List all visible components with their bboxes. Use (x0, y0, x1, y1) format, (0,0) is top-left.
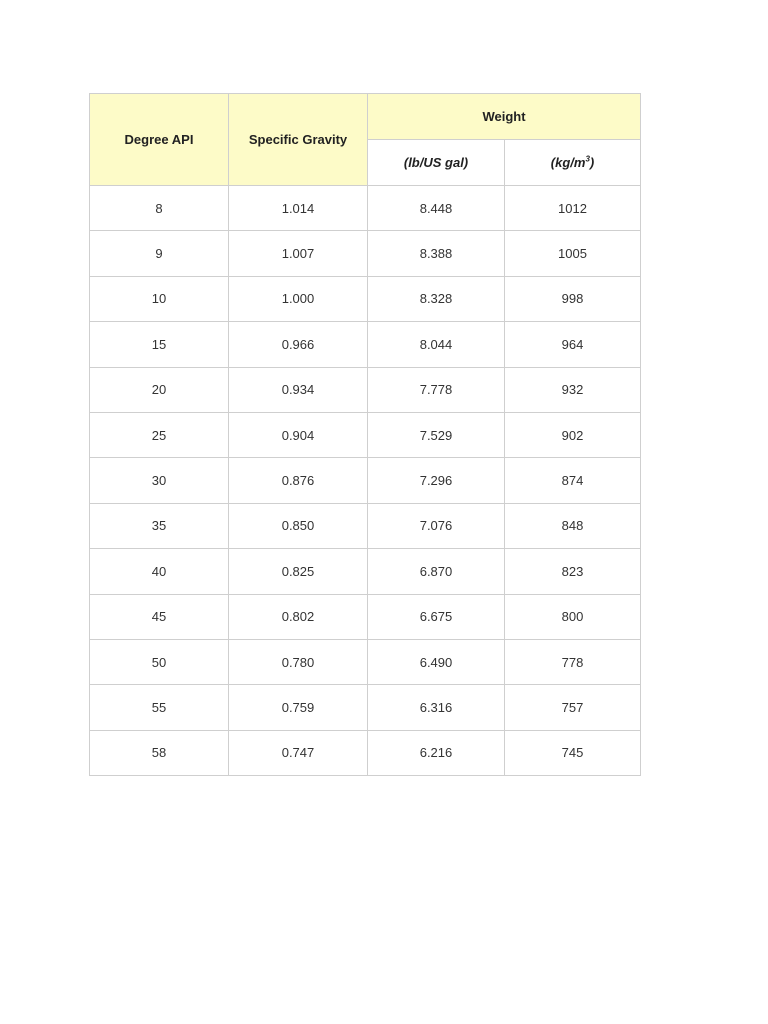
unit-kg-prefix: (kg/m (550, 155, 586, 170)
table-row (90, 367, 641, 412)
specific-gravity-cell: 0.934 (229, 367, 368, 412)
degree-api-cell: 58 (90, 730, 229, 775)
degree-api-cell: 25 (90, 412, 229, 457)
degree-api-cell: 40 (90, 549, 229, 594)
weight-lb-cell: 7.076 (368, 503, 505, 548)
specific-gravity-cell: 0.802 (229, 594, 368, 639)
table-header (90, 94, 641, 186)
table-row (90, 730, 641, 775)
weight-kg-cell: 1005 (505, 231, 641, 276)
table-row (90, 458, 641, 503)
degree-api-cell: 10 (90, 276, 229, 321)
degree-api-cell: 9 (90, 231, 229, 276)
specific-gravity-cell: 0.904 (229, 412, 368, 457)
weight-kg-cell: 902 (505, 412, 641, 457)
weight-kg-cell: 932 (505, 367, 641, 412)
degree-api-cell: 15 (90, 322, 229, 367)
weight-kg-cell: 757 (505, 685, 641, 730)
table-row (90, 186, 641, 231)
header-unit-kg-per-m3 (505, 140, 641, 186)
weight-kg-cell: 778 (505, 639, 641, 684)
weight-kg-cell: 823 (505, 549, 641, 594)
weight-lb-cell: 8.328 (368, 276, 505, 321)
table-row (90, 594, 641, 639)
header-unit-lb-per-gal: (lb/US gal) (368, 140, 505, 186)
specific-gravity-cell: 1.000 (229, 276, 368, 321)
header-degree-api: Degree API (90, 94, 229, 186)
table-row (90, 639, 641, 684)
weight-lb-cell: 7.529 (368, 412, 505, 457)
weight-lb-cell: 6.316 (368, 685, 505, 730)
weight-kg-cell: 874 (505, 458, 641, 503)
header-specific-gravity: Specific Gravity (229, 94, 368, 186)
weight-kg-cell: 800 (505, 594, 641, 639)
specific-gravity-cell: 0.780 (229, 639, 368, 684)
unit-kg-superscript: 3 (585, 154, 590, 164)
table-row (90, 322, 641, 367)
weight-lb-cell: 7.778 (368, 367, 505, 412)
table-row (90, 231, 641, 276)
weight-lb-cell: 6.216 (368, 730, 505, 775)
weight-kg-cell: 848 (505, 503, 641, 548)
specific-gravity-cell: 0.747 (229, 730, 368, 775)
weight-kg-cell: 745 (505, 730, 641, 775)
header-weight: Weight (368, 94, 641, 140)
degree-api-cell: 50 (90, 639, 229, 684)
table-row (90, 412, 641, 457)
degree-api-cell: 55 (90, 685, 229, 730)
weight-lb-cell: 8.044 (368, 322, 505, 367)
weight-kg-cell: 1012 (505, 186, 641, 231)
weight-lb-cell: 7.296 (368, 458, 505, 503)
weight-lb-cell: 8.448 (368, 186, 505, 231)
specific-gravity-cell: 0.850 (229, 503, 368, 548)
degree-api-cell: 30 (90, 458, 229, 503)
weight-lb-cell: 6.870 (368, 549, 505, 594)
unit-kg-suffix: ) (589, 155, 595, 170)
api-gravity-table (89, 93, 641, 776)
table-body (90, 186, 641, 776)
table-row (90, 276, 641, 321)
degree-api-cell: 8 (90, 186, 229, 231)
table-row (90, 685, 641, 730)
specific-gravity-cell: 0.876 (229, 458, 368, 503)
weight-lb-cell: 6.490 (368, 639, 505, 684)
weight-kg-cell: 998 (505, 276, 641, 321)
degree-api-cell: 20 (90, 367, 229, 412)
specific-gravity-cell: 0.759 (229, 685, 368, 730)
specific-gravity-cell: 1.007 (229, 231, 368, 276)
degree-api-cell: 35 (90, 503, 229, 548)
table-row (90, 503, 641, 548)
weight-lb-cell: 6.675 (368, 594, 505, 639)
specific-gravity-cell: 0.966 (229, 322, 368, 367)
specific-gravity-cell: 1.014 (229, 186, 368, 231)
specific-gravity-cell: 0.825 (229, 549, 368, 594)
table-row (90, 549, 641, 594)
degree-api-cell: 45 (90, 594, 229, 639)
weight-kg-cell: 964 (505, 322, 641, 367)
weight-lb-cell: 8.388 (368, 231, 505, 276)
